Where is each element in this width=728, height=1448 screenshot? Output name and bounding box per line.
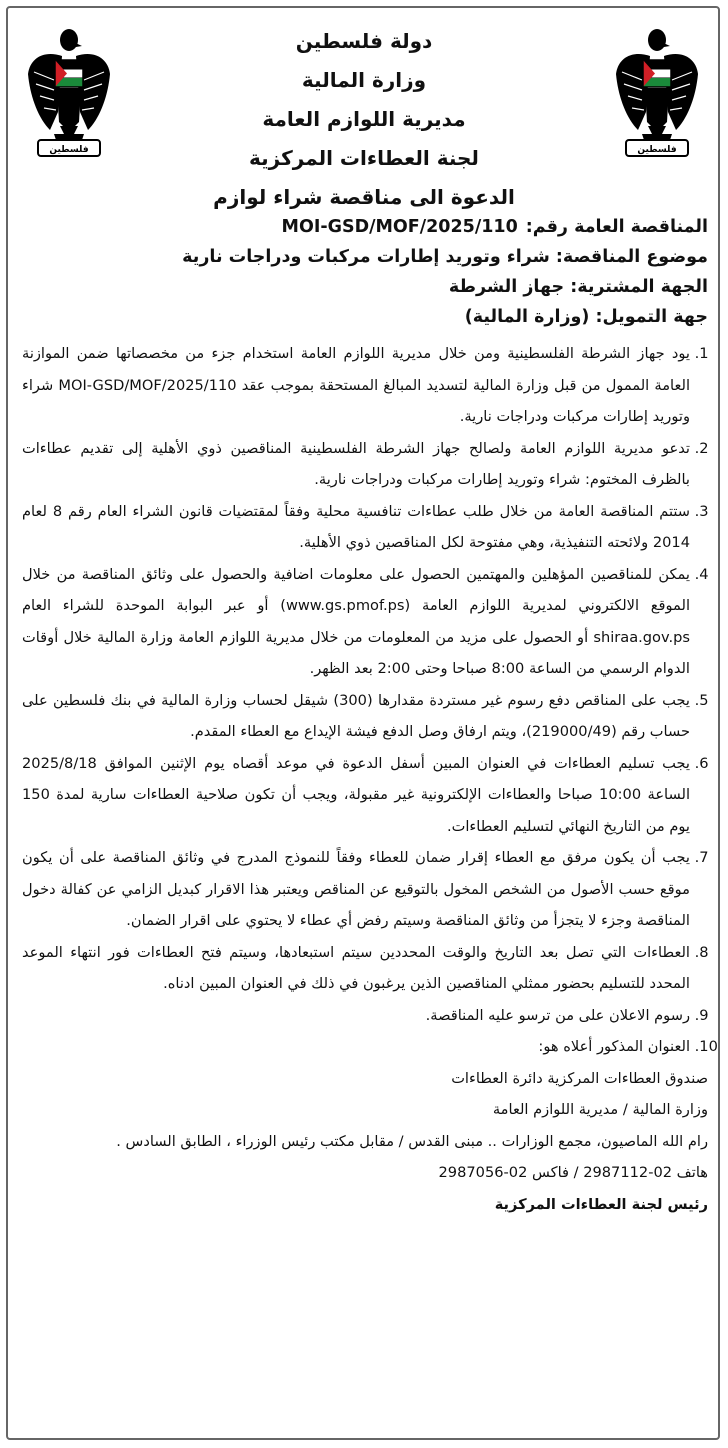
flag-shield [55, 60, 83, 87]
eagle-body [645, 88, 669, 132]
tender-number-label: المناقصة العامة رقم: [525, 217, 708, 237]
header-ministry: وزارة المالية [301, 68, 427, 92]
tender-buyer: الجهة المشترية: جهاز الشرطة [448, 277, 708, 297]
tender-number: MOI-GSD/MOF/2025/110 [281, 217, 518, 237]
palestine-eagle-emblem-right [612, 22, 702, 162]
signature: رئيس لجنة العطاءات المركزية [494, 1195, 708, 1213]
list-item: 8. العطاءات التي تصل بعد التاريخ والوقت المحددين سيتم استبعادها، وسيتم فتح العطاءات فور انتهاء الموعد المحدد للتسليم بحضور ممثلي المناقصين الذين يرغبون في ذلك في العنوان المبين ادناه. [22, 937, 690, 1000]
tender-subject: موضوع المناقصة: شراء وتوريد إطارات مركبات ودراجات نارية [182, 247, 708, 267]
list-item: 9. رسوم الاعلان على من ترسو عليه المناقصة. [22, 1000, 690, 1032]
list-item: 1. يود جهاز الشرطة الفلسطينية ومن خلال مديرية اللوازم العامة استخدام جزء من مخصصاتها ضمن الموازنة العامة الممول من قبل وزارة المالية لتسديد المبالغ المستحقة بموجب عقد MOI-GSD/MOF/2025/110 شراء وتوريد إطارات مركبات ودراجات نارية. [22, 338, 690, 433]
address-block [22, 1063, 708, 1221]
palestine-eagle-emblem-left [24, 22, 114, 162]
list-item: 2. تدعو مديرية اللوازم العامة ولصالح جهاز الشرطة الفلسطينية المناقصين ذوي الأهلية إلى تقديم عطاءات بالظرف المختوم: شراء وتوريد إطارات مركبات ودراجات نارية. [22, 433, 690, 496]
tender-body [22, 212, 708, 1220]
eagle-head [648, 29, 670, 51]
document-header [150, 22, 578, 217]
address-line-ministry: وزارة المالية / مديرية اللوازم العامة [492, 1101, 708, 1118]
tender-funding: جهة التمويل: (وزارة المالية) [464, 307, 708, 327]
header-invitation: الدعوة الى مناقصة شراء لوازم [213, 185, 515, 209]
list-item: 3. ستتم المناقصة العامة من خلال طلب عطاءات تنافسية محلية وفقاً لمقتضيات قانون الشراء العام رقم 8 لعام 2014 ولائحته التنفيذية، وهي مفتوحة لكل المناقصين ذوي الأهلية. [22, 496, 690, 559]
header-directorate: مديرية اللوازم العامة [262, 107, 466, 131]
phone-fax: هاتف 02-2987112 / فاكس 02-2987056 [438, 1164, 708, 1181]
tender-conditions-list [22, 338, 708, 1063]
address-line-box: صندوق العطاءات المركزية دائرة العطاءات [451, 1069, 708, 1087]
header-state: دولة فلسطين [295, 29, 433, 53]
eagle-body [57, 88, 81, 132]
list-item: 10. العنوان المذكور أعلاه هو: [22, 1031, 690, 1063]
list-item: 6. يجب تسليم العطاءات في العنوان المبين أسفل الدعوة في موعد أقصاه يوم الإثنين الموافق 2025/8/18 الساعة 10:00 صباحا والعطاءات الإلكترونية غير مقبولة، ويجب أن تكون صلاحية العطاءات سارية لمدة 150 يوم من التاريخ النهائي لتسليم العطاءات. [22, 748, 690, 843]
emblem-caption: فلسطين [49, 145, 89, 155]
address-line-location: رام الله الماصيون، مجمع الوزارات .. مبنى القدس / مقابل مكتب رئيس الوزراء ، الطابق السادس . [116, 1132, 708, 1150]
list-item: 4. يمكن للمناقصين المؤهلين والمهتمين الحصول على معلومات اضافية والحصول على وثائق المناقصة من خلال الموقع الالكتروني لمديرية اللوازم العامة (www.gs.pmof.ps) أو عبر البوابة الموحدة للشراء العام shiraa.gov.ps أو الحصول على مزيد من المعلومات من خلال مديرية اللوازم العامة وزارة المالية خلال أوقات الدوام الرسمي من الساعة 8:00 صباحا وحتى 2:00 بعد الظهر. [22, 559, 690, 685]
tender-number-line [22, 212, 708, 242]
list-item: 7. يجب أن يكون مرفق مع العطاء إقرار ضمان للعطاء وفقاً للنموذج المدرج في وثائق المناقصة على أن يكون موقع حسب الأصول من الشخص المخول بالتوقيع عن المناقص ويعتبر هذا الاقرار كبديل الزامي عن كفالة دخول المناقصة وجزء لا يتجزأ من وثائق المناقصة وسيتم رفض أي عطاء لا يحتوي على اقرار الضمان. [22, 842, 690, 937]
flag-shield [643, 60, 671, 87]
header-committee: لجنة العطاءات المركزية [249, 146, 479, 170]
emblem-caption: فلسطين [637, 145, 677, 155]
eagle-head [60, 29, 82, 51]
list-item: 5. يجب على المناقص دفع رسوم غير مستردة مقدارها (300) شيقل لحساب وزارة المالية في بنك فلسطين على حساب رقم (219000/49)، ويتم ارفاق وصل الدفع فيشة الإيداع مع العطاء المقدم. [22, 685, 690, 748]
